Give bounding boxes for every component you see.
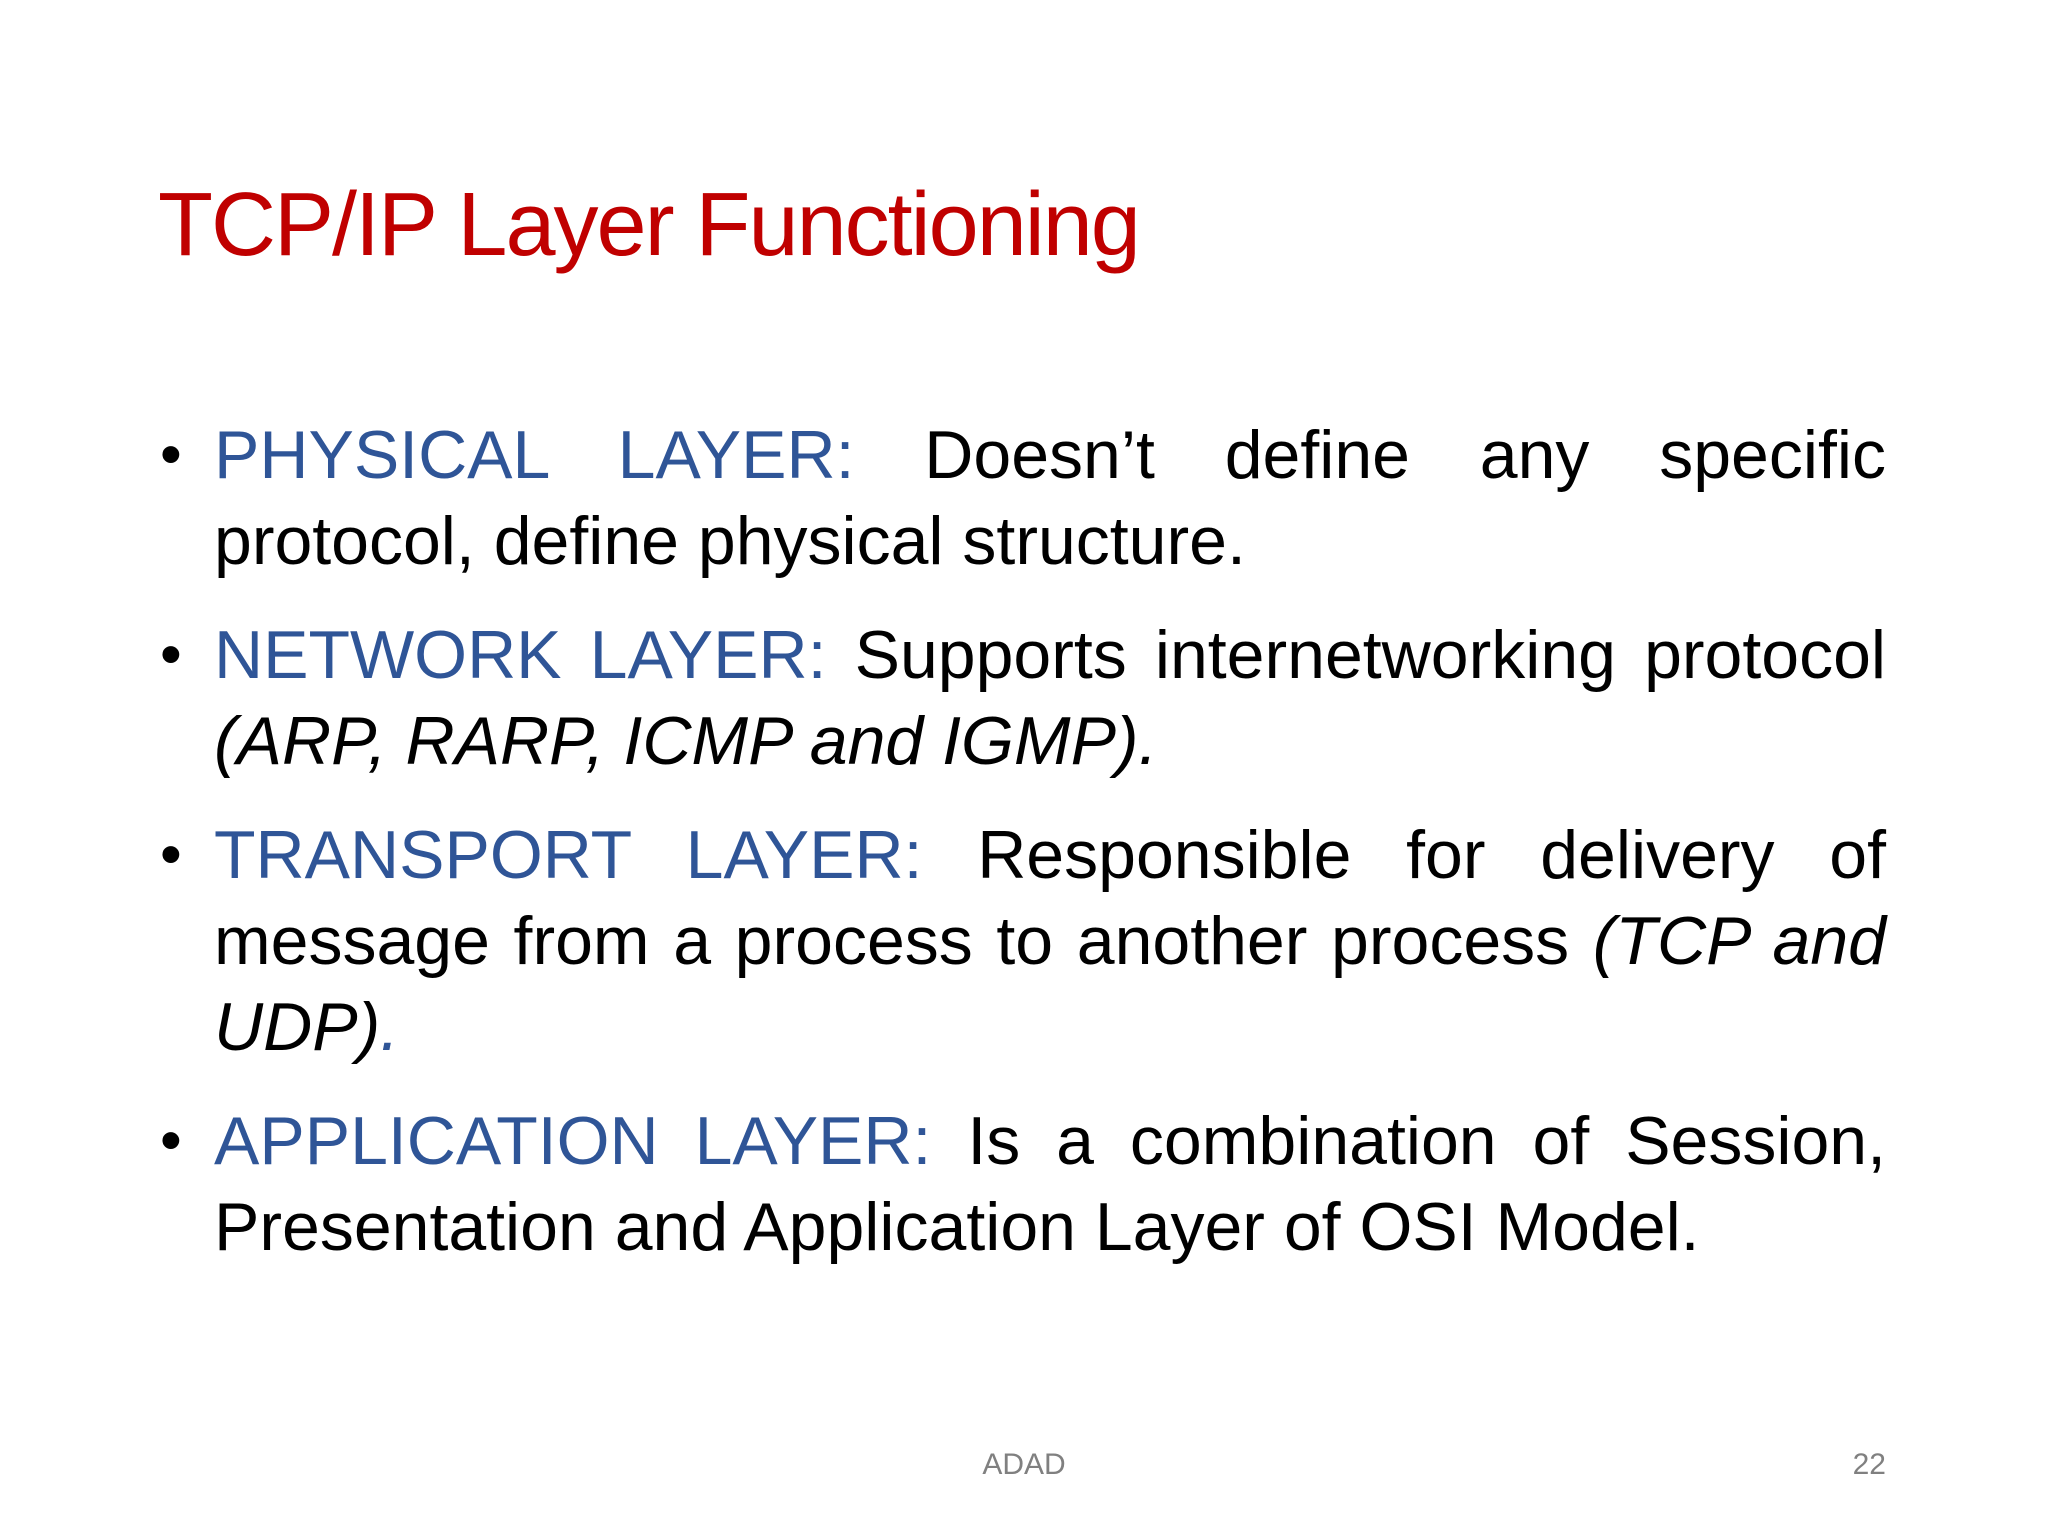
layer-description: Is a combination of Session, Presentation and Application Layer of OSI Model. [214, 1103, 1886, 1265]
layer-name: TRANSPORT LAYER: [214, 817, 923, 893]
protocol-list: (ARP, RARP, ICMP and IGMP). [214, 703, 1158, 779]
bullet-list [158, 412, 1886, 1298]
layer-name: APPLICATION LAYER: [214, 1103, 932, 1179]
layer-description: Supports internetworking protocol [826, 617, 1886, 693]
bullet-dot-icon: • [160, 620, 182, 689]
bullet-physical-layer [158, 412, 1886, 584]
bullet-transport-layer [158, 812, 1886, 1070]
layer-name: NETWORK LAYER: [214, 617, 827, 693]
layer-description: Responsible for delivery of message from a process to another process [214, 817, 1886, 979]
slide-title: TCP/IP Layer Functioning [158, 175, 1139, 275]
page-number: 22 [1852, 1448, 1886, 1481]
bullet-application-layer [158, 1098, 1886, 1270]
trailing-period: . [380, 989, 400, 1065]
bullet-network-layer [158, 612, 1886, 784]
layer-description: Doesn’t define any specific protocol, define physical structure. [214, 417, 1886, 579]
bullet-dot-icon: • [160, 1106, 182, 1175]
bullet-dot-icon: • [160, 820, 182, 889]
layer-name: PHYSICAL LAYER: [214, 417, 855, 493]
bullet-dot-icon: • [160, 420, 182, 489]
footer-label: ADAD [982, 1448, 1066, 1481]
protocol-list: (TCP and UDP) [214, 903, 1886, 1065]
